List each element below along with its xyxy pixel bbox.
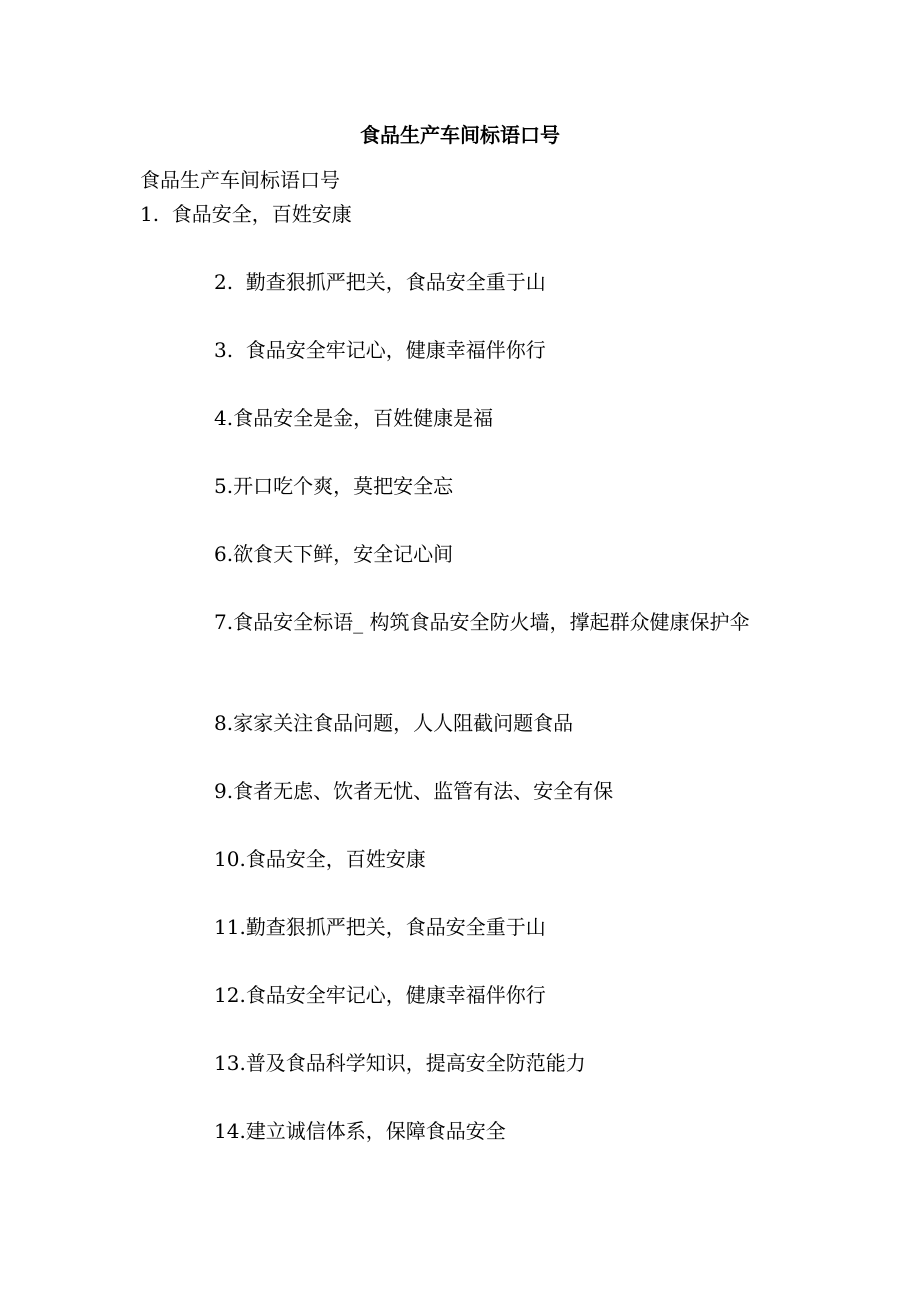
slogan-text: 食者无虑、饮者无忧、监管有法、安全有保 [233, 779, 614, 803]
slogan-number: 8. [214, 711, 234, 735]
slogan-item-12 [140, 978, 780, 1012]
slogan-number: 4. [214, 406, 234, 430]
slogan-text: 普及食品科学知识，提高安全防范能力 [245, 1051, 586, 1075]
slogan-text: 食品安全，百姓安康 [245, 847, 426, 871]
slogan-number: 7. [214, 610, 234, 634]
slogan-text: 食品安全牢记心，健康幸福伴你行 [245, 983, 546, 1007]
slogan-item-13 [140, 1046, 780, 1080]
slogan-number: 2. [214, 270, 246, 294]
slogan-item-1 [140, 197, 780, 231]
slogan-item-2 [140, 265, 780, 299]
slogan-item-8 [140, 706, 780, 740]
slogan-number: 5. [214, 474, 234, 498]
slogan-text: 开口吃个爽，莫把安全忘 [233, 474, 454, 498]
slogan-text: 勤查狠抓严把关，食品安全重于山 [245, 270, 546, 294]
slogan-text: 食品安全标语_ 构筑食品安全防火墙，撑起群众健康保护伞 [233, 610, 750, 634]
slogan-item-7 [140, 605, 780, 639]
slogan-text: 食品安全牢记心，健康幸福伴你行 [245, 338, 546, 362]
slogan-item-9 [140, 774, 780, 808]
slogan-number: 11. [214, 915, 246, 939]
slogan-text: 家家关注食品问题，人人阻截问题食品 [233, 711, 574, 735]
slogan-text: 欲食天下鲜，安全记心间 [233, 542, 454, 566]
slogan-number: 12. [214, 983, 246, 1007]
slogan-item-5 [140, 469, 780, 503]
slogan-item-4 [140, 401, 780, 435]
slogan-item-10 [140, 842, 780, 876]
slogan-number: 6. [214, 542, 234, 566]
document-subtitle: 食品生产车间标语口号 [140, 168, 340, 192]
slogan-number: 1. [140, 202, 172, 226]
slogan-text: 食品安全，百姓安康 [171, 202, 352, 226]
slogan-number: 14. [214, 1119, 246, 1143]
slogan-item-11 [140, 910, 780, 944]
slogan-item-14 [140, 1114, 780, 1148]
slogan-item-6 [140, 537, 780, 571]
document-title: 食品生产车间标语口号 [360, 123, 560, 147]
slogan-number: 9. [214, 779, 234, 803]
slogan-number: 10. [214, 847, 246, 871]
slogan-text: 勤查狠抓严把关，食品安全重于山 [245, 915, 546, 939]
slogan-text: 食品安全是金，百姓健康是福 [233, 406, 494, 430]
slogan-text: 建立诚信体系，保障食品安全 [245, 1119, 506, 1143]
slogan-number: 3. [214, 338, 246, 362]
slogan-number: 13. [214, 1051, 246, 1075]
slogan-item-3 [140, 333, 780, 367]
